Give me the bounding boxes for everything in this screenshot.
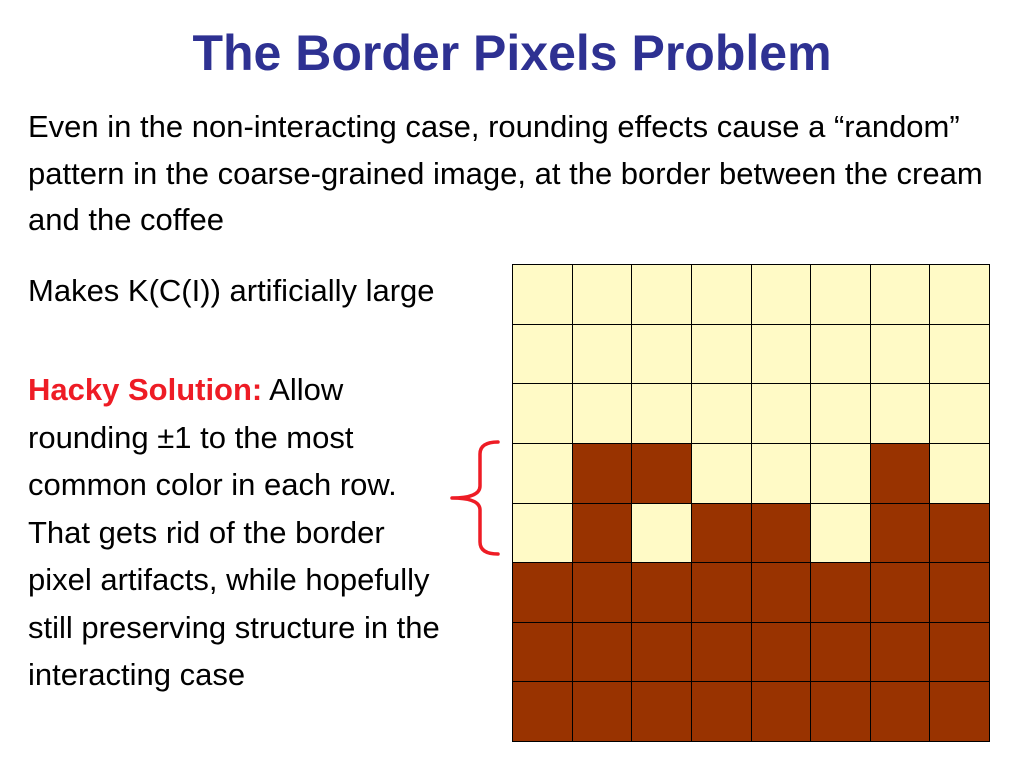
grid-cell-coffee — [632, 444, 692, 504]
grid-cell-coffee — [692, 504, 752, 564]
curly-brace-icon — [448, 440, 508, 556]
grid-cell-cream — [513, 504, 573, 564]
grid-cell-cream — [632, 265, 692, 325]
grid-cell-cream — [513, 444, 573, 504]
grid-cell-coffee — [871, 682, 931, 742]
grid-cell-cream — [752, 265, 812, 325]
grid-cell-cream — [692, 444, 752, 504]
grid-cell-coffee — [752, 504, 812, 564]
grid-cell-coffee — [692, 623, 752, 683]
grid-cell-coffee — [632, 563, 692, 623]
solution-paragraph — [28, 366, 448, 699]
grid-cell-cream — [513, 384, 573, 444]
grid-cell-cream — [752, 384, 812, 444]
grid-cell-coffee — [871, 563, 931, 623]
grid-cell-cream — [811, 384, 871, 444]
grid-cell-coffee — [930, 563, 990, 623]
grid-cell-cream — [871, 265, 931, 325]
grid-cell-coffee — [871, 623, 931, 683]
grid-cell-cream — [752, 444, 812, 504]
grid-cell-cream — [811, 265, 871, 325]
intro-paragraph: Even in the non-interacting case, rounding effects cause a “random” pattern in the coarse-grained image, at the border between the cream and the coffee — [28, 109, 983, 237]
solution-heading: Hacky Solution: — [28, 372, 263, 407]
grid-cell-coffee — [871, 504, 931, 564]
grid-cell-coffee — [871, 444, 931, 504]
grid-cell-cream — [871, 325, 931, 385]
grid-cell-cream — [930, 325, 990, 385]
grid-cell-coffee — [513, 563, 573, 623]
grid-cell-cream — [573, 384, 633, 444]
pixel-grid — [512, 264, 990, 742]
grid-cell-coffee — [692, 682, 752, 742]
grid-cell-coffee — [930, 504, 990, 564]
grid-cell-coffee — [573, 504, 633, 564]
grid-cell-cream — [811, 504, 871, 564]
grid-cell-coffee — [573, 682, 633, 742]
grid-cell-coffee — [573, 444, 633, 504]
grid-cell-cream — [513, 325, 573, 385]
grid-cell-cream — [692, 325, 752, 385]
solution-text: Allow rounding ±1 to the most common color in each row. That gets rid of the border pixel artifacts, while hopefully still preserving structure in the interacting case — [28, 372, 440, 692]
makes-statement: Makes K(C(I)) artificially large — [28, 273, 435, 308]
grid-cell-coffee — [573, 563, 633, 623]
grid-cell-cream — [513, 265, 573, 325]
brace-path — [452, 442, 498, 554]
grid-cell-coffee — [811, 682, 871, 742]
grid-cell-coffee — [752, 623, 812, 683]
grid-cell-cream — [930, 444, 990, 504]
grid-cell-coffee — [513, 682, 573, 742]
grid-cell-cream — [930, 265, 990, 325]
grid-cell-coffee — [692, 563, 752, 623]
grid-cell-coffee — [632, 682, 692, 742]
grid-cell-cream — [692, 384, 752, 444]
grid-cell-coffee — [752, 563, 812, 623]
grid-cell-cream — [930, 384, 990, 444]
grid-cell-coffee — [752, 682, 812, 742]
grid-cell-coffee — [811, 623, 871, 683]
grid-cell-cream — [573, 265, 633, 325]
grid-cell-coffee — [930, 623, 990, 683]
grid-cell-coffee — [811, 563, 871, 623]
grid-cell-coffee — [632, 623, 692, 683]
grid-cell-cream — [573, 325, 633, 385]
slide-title: The Border Pixels Problem — [192, 25, 832, 81]
grid-cell-coffee — [513, 623, 573, 683]
grid-cell-cream — [811, 444, 871, 504]
grid-cell-coffee — [573, 623, 633, 683]
grid-cell-coffee — [930, 682, 990, 742]
grid-cell-cream — [811, 325, 871, 385]
grid-cell-cream — [632, 325, 692, 385]
grid-cell-cream — [692, 265, 752, 325]
grid-cell-cream — [632, 384, 692, 444]
grid-cell-cream — [871, 384, 931, 444]
grid-cell-cream — [632, 504, 692, 564]
grid-cell-cream — [752, 325, 812, 385]
